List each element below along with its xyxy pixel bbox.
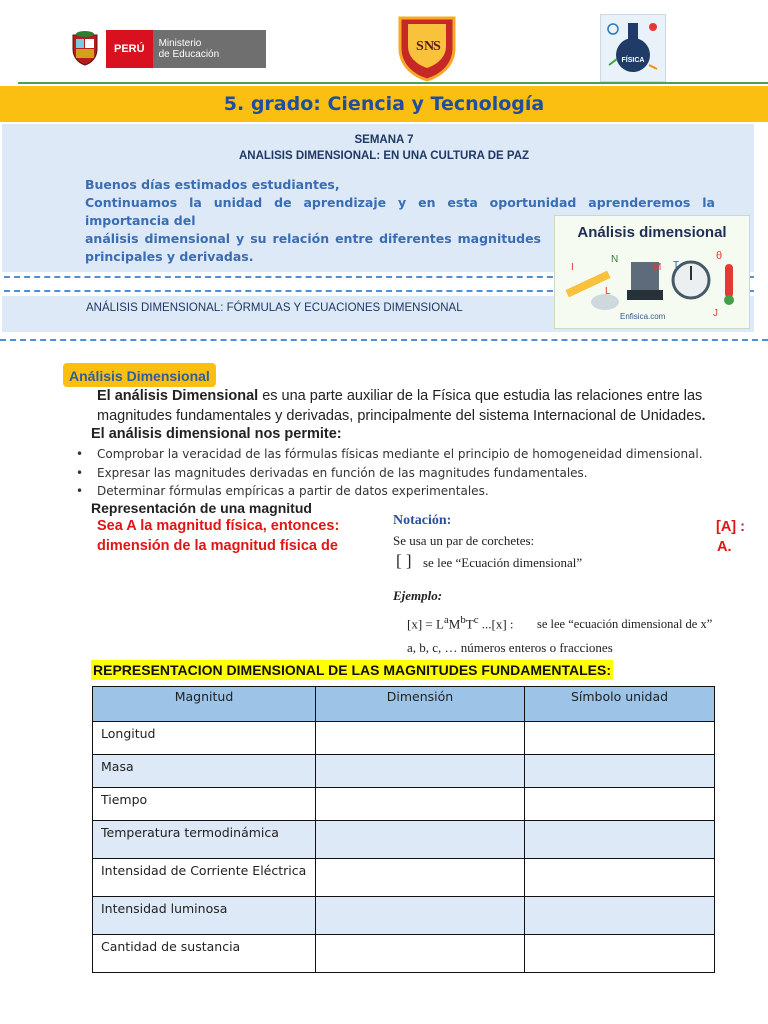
- table-row: [93, 821, 715, 859]
- letter-theta: θ: [716, 250, 723, 262]
- table-row: [93, 935, 715, 973]
- minedu-logo: [68, 28, 266, 70]
- cell-magnitude: Temperatura termodinámica: [93, 821, 316, 859]
- magnitude-statement-line2: dimensión de la magnitud física de: [97, 538, 338, 554]
- table-row: [93, 897, 715, 935]
- letter-t: T: [673, 260, 680, 271]
- analysis-image-footer: Enfisica.com: [620, 312, 666, 321]
- cell-unit-symbol[interactable]: [525, 897, 715, 935]
- topic-label: ANALISIS DIMENSIONAL: EN UNA CULTURA DE PAZ: [238, 150, 530, 162]
- header-simbolo-unidad: Símbolo unidad: [525, 687, 715, 722]
- letter-m: M: [653, 262, 662, 273]
- formula-dots: ...[x] :: [478, 616, 514, 632]
- peru-shield-icon: [68, 29, 102, 69]
- header-dimension: Dimensión: [316, 687, 525, 722]
- cell-unit-symbol[interactable]: [525, 859, 715, 897]
- dashed-divider: [0, 339, 768, 341]
- formula-exp-c: c: [473, 614, 479, 626]
- cell-dimension[interactable]: [316, 935, 525, 973]
- cell-magnitude: Tiempo: [93, 788, 316, 821]
- minedu-line2: de Educación: [158, 49, 220, 60]
- greeting-line: principales y derivadas.: [85, 249, 254, 264]
- table-row: [93, 722, 715, 755]
- notation-heading: Notación:: [393, 513, 452, 528]
- notation-text: Se usa un par de corchetes:: [393, 533, 535, 548]
- table-title: [91, 660, 613, 680]
- magnitudes-table: [92, 686, 715, 973]
- greeting-line: análisis dimensional y su relación entre diferentes magnitudes: [85, 231, 541, 246]
- cell-dimension[interactable]: [316, 755, 525, 788]
- cell-magnitude: Cantidad de sustancia: [93, 935, 316, 973]
- header-divider: [18, 82, 768, 84]
- exponents-description: a, b, c, … números enteros o fracciones: [407, 640, 613, 655]
- uses-list: [76, 445, 756, 501]
- letter-n: N: [611, 254, 619, 265]
- cell-dimension[interactable]: [316, 897, 525, 935]
- svg-text:S: S: [416, 39, 424, 54]
- cell-dimension[interactable]: [316, 788, 525, 821]
- list-item: • Determinar fórmulas empíricas a partir de datos experimentales.: [76, 482, 756, 501]
- subtitle: ANÁLISIS DIMENSIONAL: FÓRMULAS Y ECUACIONES DIMENSIONAL: [86, 302, 463, 314]
- table-row: [93, 788, 715, 821]
- list-item: • Expresar las magnitudes derivadas en función de las magnitudes fundamentales.: [76, 464, 756, 483]
- magnitude-notation-right2: A.: [717, 539, 732, 555]
- svg-text:S: S: [433, 39, 441, 54]
- section-heading: Análisis Dimensional: [63, 363, 216, 387]
- definition-end: .: [701, 408, 706, 424]
- table-row: [93, 859, 715, 897]
- cell-magnitude: Masa: [93, 755, 316, 788]
- table-row: [93, 755, 715, 788]
- svg-text:N: N: [424, 39, 435, 54]
- school-crest-logo: [394, 14, 460, 82]
- formula-t: T: [465, 616, 474, 632]
- formula-description: se lee “ecuación dimensional de x”: [537, 617, 713, 631]
- magnitude-notation-right1: [A] :: [716, 519, 745, 535]
- uses-heading: El análisis dimensional nos permite:: [91, 426, 342, 442]
- table-header-row: [93, 687, 715, 722]
- representation-heading: Representación de una magnitud: [91, 500, 312, 516]
- cell-unit-symbol[interactable]: [525, 755, 715, 788]
- greeting-line: Buenos días estimados estudiantes,: [85, 177, 340, 192]
- page-title: 5. grado: Ciencia y Tecnología: [223, 93, 545, 115]
- title-banner: [0, 86, 768, 122]
- bracket-symbol: [ ]: [396, 551, 412, 570]
- definition-paragraph: [97, 386, 749, 426]
- header-magnitud: Magnitud: [93, 687, 316, 722]
- notation-reading: se lee “Ecuación dimensional”: [423, 555, 583, 570]
- formula-exp-b: b: [460, 614, 466, 626]
- cell-unit-symbol[interactable]: [525, 788, 715, 821]
- analysis-image-title: Análisis dimensional: [577, 224, 727, 241]
- formula-m: M: [448, 616, 461, 632]
- cell-dimension[interactable]: [316, 821, 525, 859]
- minedu-line1: Ministerio: [158, 38, 202, 49]
- week-label: SEMANA 7: [354, 134, 414, 146]
- physics-logo: [600, 14, 666, 82]
- minedu-country: PERÚ: [106, 30, 153, 68]
- example-heading: Ejemplo:: [393, 588, 443, 603]
- table-title-colon: :: [606, 662, 612, 678]
- magnitude-statement-line1: Sea A la magnitud física, entonces:: [97, 518, 340, 534]
- cell-magnitude: Intensidad de Corriente Eléctrica: [93, 859, 316, 897]
- letter-i: I: [571, 262, 574, 273]
- formula-lhs: [x] = L: [407, 616, 444, 632]
- letter-j: J: [713, 308, 718, 319]
- cell-dimension[interactable]: [316, 722, 525, 755]
- definition-line2: magnitudes fundamentales y derivadas, principalmente del sistema Internacional de Unidades: [97, 408, 702, 424]
- cell-unit-symbol[interactable]: [525, 935, 715, 973]
- letter-l: L: [605, 286, 611, 297]
- cell-unit-symbol[interactable]: [525, 722, 715, 755]
- physics-logo-text: FÍSICA: [621, 57, 645, 64]
- cell-magnitude: Longitud: [93, 722, 316, 755]
- cell-dimension[interactable]: [316, 859, 525, 897]
- analysis-image: [554, 215, 750, 329]
- formula-exp-a: a: [443, 614, 449, 626]
- greeting-line: Continuamos la unidad de aprendizaje y en esta oportunidad aprenderemos la importancia del: [85, 195, 715, 228]
- cell-magnitude: Intensidad luminosa: [93, 897, 316, 935]
- dimensional-formula: [407, 614, 514, 632]
- definition-bold: El análisis Dimensional: [97, 388, 259, 404]
- cell-unit-symbol[interactable]: [525, 821, 715, 859]
- list-item: • Comprobar la veracidad de las fórmulas físicas mediante el principio de homogeneidad dimensional.: [76, 445, 756, 464]
- definition-line1: es una parte auxiliar de la Física que estudia las relaciones entre las: [258, 388, 703, 404]
- minedu-ministry: [153, 30, 266, 68]
- table-title-text: REPRESENTACION DIMENSIONAL DE LAS MAGNITUDES FUNDAMENTALES: [93, 662, 607, 678]
